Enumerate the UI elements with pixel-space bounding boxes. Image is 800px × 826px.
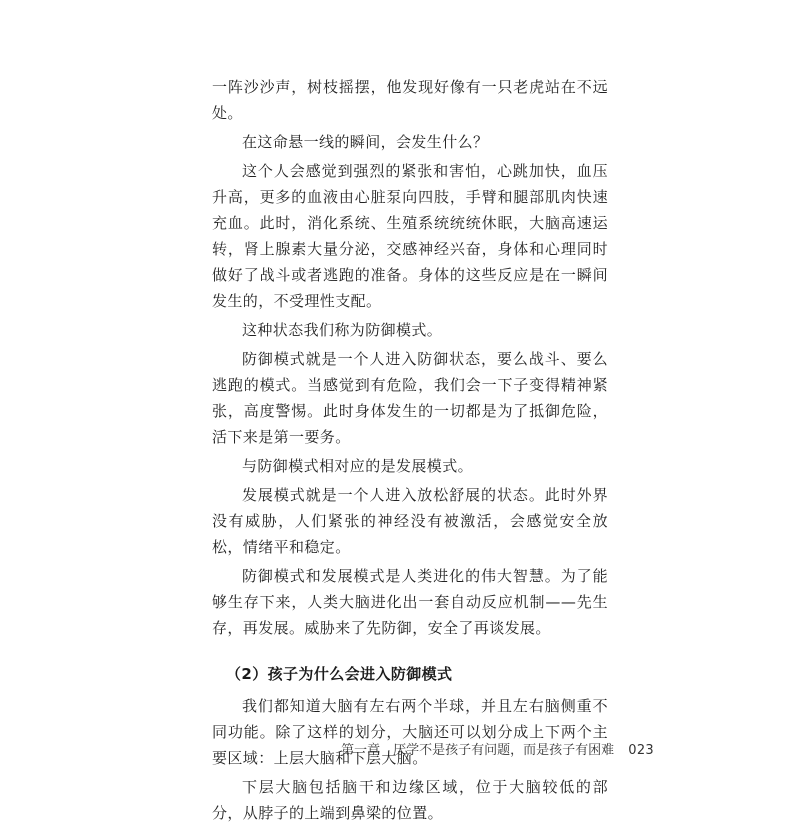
- paragraph: 与防御模式相对应的是发展模式。: [242, 457, 474, 475]
- paragraph: 防御模式和发展模式是人类进化的伟大智慧。为了能够生存下来，人类大脑进化出一套自动反应机制——先生存，再发展。威胁来了先防御，安全了再谈发展。: [212, 567, 608, 637]
- page-number: 023: [628, 743, 654, 758]
- section-heading: （2）孩子为什么会进入防御模式: [226, 665, 453, 683]
- paragraph: 这个人会感觉到强烈的紧张和害怕，心跳加快，血压升高，更多的血液由心脏泵向四肢，手臂和腿部肌肉快速充血。此时，消化系统、生殖系统统统休眠，大脑高速运转，肾上腺素大量分泌，交感神经兴奋，身体和心理同时做好了战斗或者逃跑的准备。身体的这些反应是在一瞬间发生的，不受理性支配。: [212, 162, 608, 310]
- paragraph: 这种状态我们称为防御模式。: [242, 321, 443, 339]
- paragraph: 我们都知道大脑有左右两个半球，并且左右脑侧重不同功能。除了这样的划分，大脑还可以划分成上下两个主要区域：上层大脑和下层大脑。: [212, 697, 608, 767]
- page-footer: [341, 739, 654, 758]
- body-text: [212, 74, 608, 826]
- paragraph: 在这命悬一线的瞬间，会发生什么？: [242, 133, 489, 151]
- paragraph: 一阵沙沙声，树枝摇摆，他发现好像有一只老虎站在不远处。: [212, 78, 608, 122]
- running-chapter-title: 第一章 厌学不是孩子有问题，而是孩子有困难: [341, 743, 615, 758]
- paragraph: 下层大脑包括脑干和边缘区域，位于大脑较低的部分，从脖子的上端到鼻梁的位置。: [212, 778, 608, 822]
- paragraph: 防御模式就是一个人进入防御状态，要么战斗、要么逃跑的模式。当感觉到有危险，我们会一下子变得精神紧张，高度警惕。此时身体发生的一切都是为了抵御危险，活下来是第一要务。: [212, 350, 608, 446]
- paragraph: 发展模式就是一个人进入放松舒展的状态。此时外界没有威胁，人们紧张的神经没有被激活，会感觉安全放松，情绪平和稳定。: [212, 486, 608, 556]
